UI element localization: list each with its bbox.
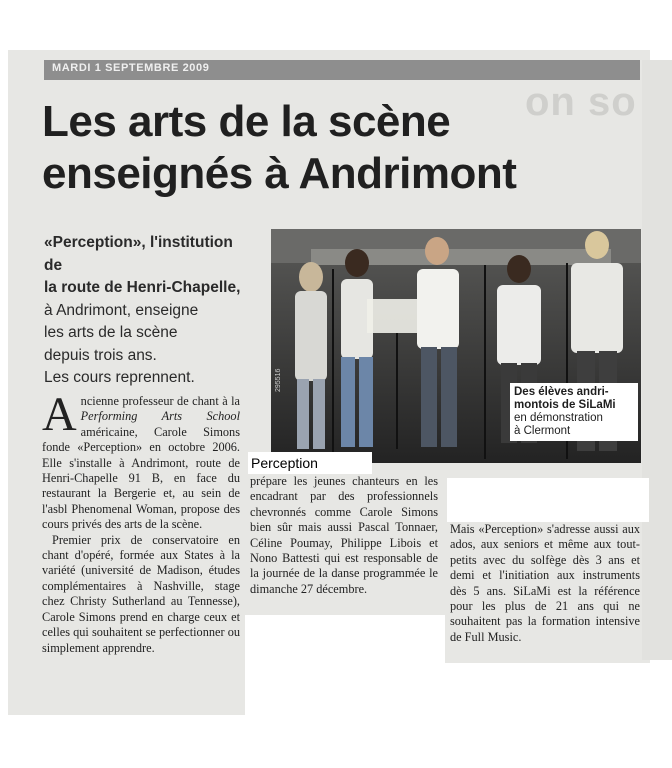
article-column-1: [42, 388, 240, 656]
perception-label-patch: Perception: [248, 452, 372, 474]
headline-line-1: Les arts de la scène: [42, 97, 451, 146]
caption-line-3: en démonstration: [514, 412, 603, 424]
blank-bottom-margin: [0, 715, 672, 768]
lead-line-4: les arts de la scène: [44, 324, 178, 341]
date-bar: [44, 60, 640, 80]
headline-line-2: enseignés à Andrimont: [42, 149, 517, 198]
lead-bold-1: «Perception», l'institution de: [44, 234, 233, 274]
drop-cap: A: [42, 388, 77, 441]
col1-paragraph-1: Ancienne professeur de chant à la Performing Arts School américaine, Carole Simons fonde «Perception» en octobre 2006. Elle s'installe à Andrimont, route de Henri-Chapelle 91 B, en face du restaurant la Bergerie et, au sein de l'asbl Phenomenal Woman, propose des cours privés des arts de la scène.: [42, 388, 240, 532]
photo-caption: [510, 383, 638, 441]
article-column-2: [250, 474, 438, 597]
caption-line-4: à Clermont: [514, 425, 571, 437]
caption-line-2: montois de SiLaMi: [514, 399, 616, 411]
lead-line-3: à Andrimont, enseigne: [44, 301, 199, 319]
article-headline: [42, 96, 622, 200]
caption-line-1: Des élèves andri-: [514, 386, 609, 398]
lead-line-5: depuis trois ans.: [44, 346, 157, 364]
paper-edge: [642, 60, 672, 660]
lead-bold-2: la route de Henri-Chapelle,: [44, 279, 241, 296]
blank-area-col2: [245, 615, 445, 715]
blank-area-col3: [445, 663, 650, 715]
publication-date: MARDI 1 SEPTEMBRE 2009: [52, 62, 210, 74]
col2-paragraph-1: prépare les jeunes chanteurs en les encadrant par des professionnels chevronnés comme Carole Simons bien sûr mais aussi Pascal Tonnaer, Céline Poumay, Philippe Libois et Nono Battesti qui est responsable de la journée de la danse programmée le dimanche 27 décembre.: [250, 474, 438, 596]
blank-patch: [447, 478, 649, 522]
bleed-through-text: on so: [525, 80, 637, 124]
lead-line-6: Les cours reprennent.: [44, 369, 195, 386]
article-lead: [44, 232, 254, 390]
photo-code: 295516: [275, 368, 282, 392]
col3-paragraph-1: Mais «Perception» s'adresse aussi aux ados, aux seniors et même aux tout-petits avec du solfège dès 3 ans et demi et l'initiation aux instruments dès 5 ans. SiLaMi est la référence pour les plus de 21 ans qui ne souhaitent pas la formation intensive de Full Music.: [450, 522, 640, 644]
article-column-3: [450, 522, 640, 645]
col1-paragraph-2: Premier prix de conservatoire en chant d'opéré, formée aux States à la variété (université de Madison, études complémentaires à Nashville, stage chez Christy Sutherland au Tennesse), Carole Simons prend en charge ceux et celles qui souhaitent se perfectionner ou simplement apprendre.: [42, 532, 240, 655]
